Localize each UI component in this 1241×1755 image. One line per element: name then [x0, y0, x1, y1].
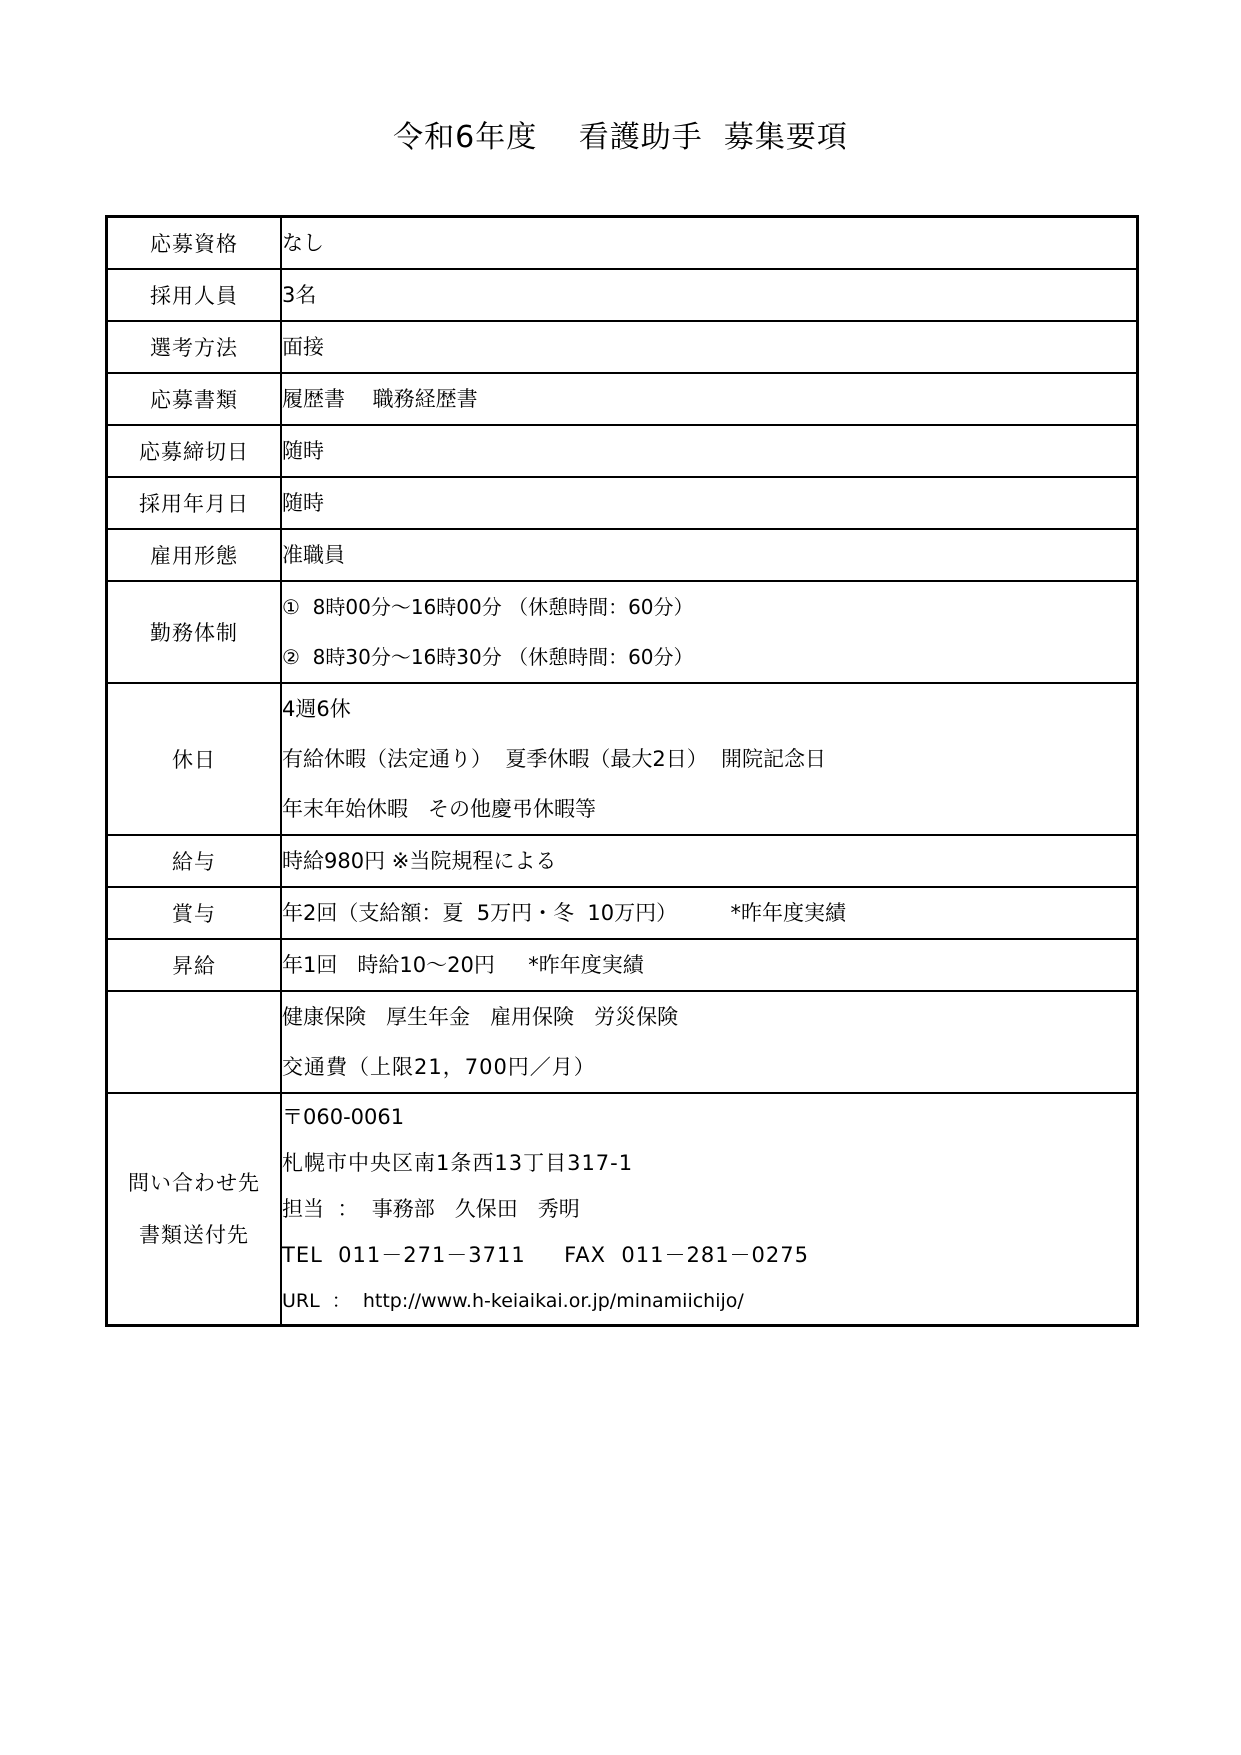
table-row: [107, 683, 1138, 835]
row-value: [281, 269, 1138, 321]
row-label: 賞与: [107, 887, 282, 939]
contact-person: 担当 ： 事務部 久保田 秀明: [282, 1197, 580, 1221]
row-value: [281, 217, 1138, 270]
row-value: [281, 887, 1138, 939]
row-value: [281, 373, 1138, 425]
row-label: 雇用形態: [107, 529, 282, 581]
benefits-line: 健康保険 厚生年金 雇用保険 労災保険: [282, 1005, 679, 1029]
row-label: [107, 1093, 282, 1326]
row-value: [281, 425, 1138, 477]
table-row: [107, 217, 1138, 270]
row-value: [281, 835, 1138, 887]
documents-value: 履歴書 職務経歴書: [282, 387, 478, 411]
row-label: 選考方法: [107, 321, 282, 373]
table-row: [107, 991, 1138, 1093]
postal-code: 〒060-0061: [282, 1105, 405, 1129]
phone-fax: TEL 011－271－3711 FAX 011－281－0275: [282, 1243, 809, 1267]
row-label: 休日: [107, 683, 282, 835]
holiday-line: 有給休暇（法定通り） 夏季休暇（最大2日） 開院記念日: [282, 747, 827, 771]
holiday-line: 年末年始休暇 その他慶弔休暇等: [282, 797, 597, 821]
table-row: [107, 1093, 1138, 1326]
row-value: [281, 321, 1138, 373]
row-value: [281, 991, 1138, 1093]
row-label: 応募資格: [107, 217, 282, 270]
table-row: [107, 269, 1138, 321]
table-row: [107, 321, 1138, 373]
page-title: 令和6年度 看護助手 募集要項: [393, 120, 848, 155]
row-label: 採用人員: [107, 269, 282, 321]
selection-value: 面接: [282, 335, 324, 359]
table-row: [107, 425, 1138, 477]
row-value: [281, 683, 1138, 835]
row-label: 給与: [107, 835, 282, 887]
row-label: 応募締切日: [107, 425, 282, 477]
contact-label: 問い合わせ先: [128, 1171, 260, 1195]
headcount-value: 3名: [282, 283, 317, 307]
address: 札幌市中央区南1条西13丁目317-1: [282, 1151, 634, 1175]
benefits-line: 交通費（上限21，700円／月）: [282, 1055, 596, 1079]
table-row: [107, 581, 1138, 683]
bonus-value: 年2回（支給額：夏 5万円・冬 10万円） *昨年度実績: [282, 901, 847, 925]
row-value: [281, 477, 1138, 529]
table-row: [107, 887, 1138, 939]
table-row: [107, 373, 1138, 425]
shift-line: ② 8時30分～16時30分 （休憩時間：60分）: [282, 645, 694, 669]
table-row: [107, 477, 1138, 529]
row-label: [107, 991, 282, 1093]
row-value: [281, 939, 1138, 991]
row-value: [281, 1093, 1138, 1326]
row-label: 勤務体制: [107, 581, 282, 683]
qualification-value: なし: [282, 231, 324, 255]
deadline-value: 随時: [282, 439, 324, 463]
row-label: 採用年月日: [107, 477, 282, 529]
row-label: 昇給: [107, 939, 282, 991]
raise-value: 年1回 時給10～20円 *昨年度実績: [282, 953, 644, 977]
row-value: [281, 581, 1138, 683]
employment-type-value: 准職員: [282, 543, 345, 567]
row-value: [281, 529, 1138, 581]
hire-date-value: 随時: [282, 491, 324, 515]
documents-destination-label: 書類送付先: [139, 1223, 249, 1247]
table-row: [107, 529, 1138, 581]
recruitment-table: [105, 215, 1139, 1327]
row-label: 応募書類: [107, 373, 282, 425]
holiday-line: 4週6休: [282, 697, 351, 721]
shift-line: ① 8時00分～16時00分 （休憩時間：60分）: [282, 595, 694, 619]
website-url: URL ： http://www.h-keiaikai.or.jp/minamiichijo/: [282, 1290, 744, 1312]
salary-value: 時給980円 ※当院規程による: [282, 849, 557, 873]
table-row: [107, 835, 1138, 887]
table-row: [107, 939, 1138, 991]
